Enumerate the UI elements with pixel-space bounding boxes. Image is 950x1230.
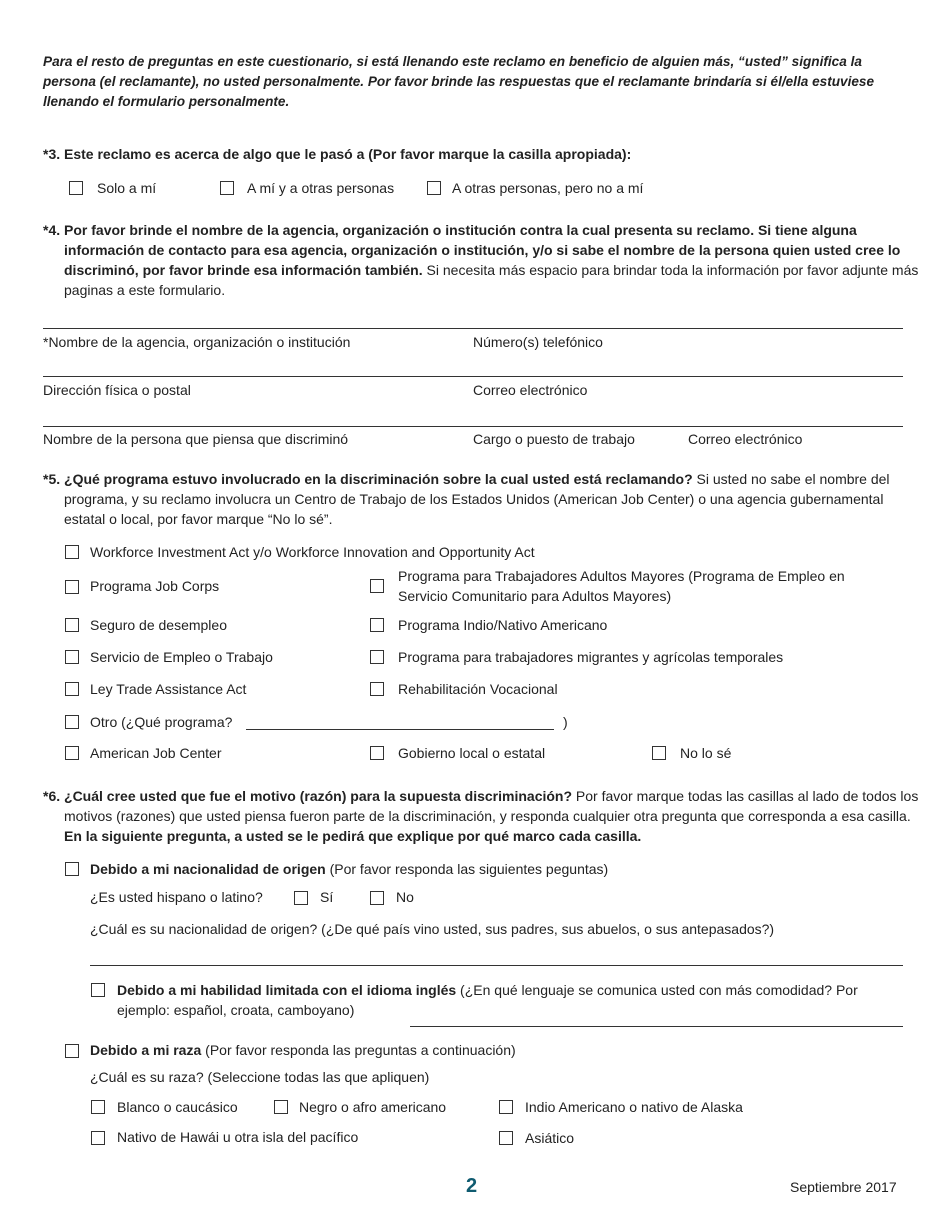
- q6-question-bold2: En la siguiente pregunta, a usted se le pedirá que explique por qué marco cada casilla.: [64, 828, 642, 844]
- national-origin-bold: Debido a mi nacionalidad de origen: [90, 861, 326, 877]
- agency-input-line[interactable]: [43, 328, 903, 329]
- nationality-question: ¿Cuál es su nacionalidad de origen? (¿De qué país vino usted, sus padres, sus abuelos, o sus antepasados?): [90, 921, 775, 937]
- wioa-checkbox[interactable]: [65, 545, 79, 559]
- ajc-checkbox[interactable]: [65, 746, 79, 760]
- older-workers-checkbox[interactable]: [370, 579, 384, 593]
- q3-others-only-checkbox[interactable]: [427, 181, 441, 195]
- footer-date: Septiembre 2017: [790, 1179, 897, 1195]
- person-name-label: Nombre de la persona que piensa que discriminó: [43, 431, 349, 447]
- migrant-program-checkbox[interactable]: [370, 650, 384, 664]
- national-origin-checkbox[interactable]: [65, 862, 79, 876]
- employment-service-checkbox[interactable]: [65, 650, 79, 664]
- page-number: 2: [466, 1175, 478, 1197]
- race-asian-label: Asiático: [525, 1130, 575, 1146]
- q3-others-only-label: A otras personas, pero no a mí: [452, 180, 644, 196]
- unemployment-checkbox[interactable]: [65, 618, 79, 632]
- agency-name-label: *Nombre de la agencia, organización o institución: [43, 334, 351, 350]
- position-label: Cargo o puesto de trabajo: [473, 431, 635, 447]
- hispanic-question: ¿Es usted hispano o latino?: [90, 889, 263, 905]
- other-program-label: Otro (¿Qué programa?: [90, 714, 233, 730]
- hispanic-no-label: No: [396, 889, 414, 905]
- trade-act-checkbox[interactable]: [65, 682, 79, 696]
- trade-act-label: Ley Trade Assistance Act: [90, 681, 247, 697]
- native-program-checkbox[interactable]: [370, 618, 384, 632]
- q3-me-and-others-checkbox[interactable]: [220, 181, 234, 195]
- vocational-rehab-checkbox[interactable]: [370, 682, 384, 696]
- national-origin-note: (Por favor responda las siguientes peguntas): [325, 861, 609, 877]
- vocational-rehab-label: Rehabilitación Vocacional: [398, 681, 558, 697]
- q5-question-bold: *5. ¿Qué programa estuvo involucrado en la discriminación sobre la cual usted está reclamando?: [43, 471, 693, 487]
- person-input-line[interactable]: [43, 426, 903, 427]
- language-input-line[interactable]: [410, 1026, 903, 1027]
- race-white-checkbox[interactable]: [91, 1100, 105, 1114]
- nationality-input-line[interactable]: [90, 965, 903, 966]
- limited-english-note: (¿En qué lenguaje se comunica usted con más comodidad? Por ejemplo: español, croata, camboyano): [117, 982, 858, 1018]
- national-origin-label: [90, 860, 608, 878]
- q6-question-bold: *6. ¿Cuál cree usted que fue el motivo (razón) para la supuesta discriminación?: [43, 788, 573, 804]
- q3-question: *3. Este reclamo es acerca de algo que le pasó a (Por favor marque la casilla apropiada):: [43, 146, 632, 162]
- race-pacific-checkbox[interactable]: [91, 1131, 105, 1145]
- hispanic-no-checkbox[interactable]: [370, 891, 384, 905]
- limited-english-label: [117, 980, 907, 1020]
- q3-only-me-label: Solo a mí: [97, 180, 157, 196]
- race-asian-checkbox[interactable]: [499, 1131, 513, 1145]
- q3-only-me-checkbox[interactable]: [69, 181, 83, 195]
- race-native-american-label: Indio Americano o nativo de Alaska: [525, 1099, 743, 1115]
- hispanic-yes-label: Sí: [320, 889, 334, 905]
- race-black-label: Negro o afro americano: [299, 1099, 447, 1115]
- limited-english-checkbox[interactable]: [91, 983, 105, 997]
- race-label: [90, 1041, 516, 1059]
- race-white-label: Blanco o caucásico: [117, 1099, 238, 1115]
- race-question: ¿Cuál es su raza? (Seleccione todas las que apliquen): [90, 1069, 430, 1085]
- job-corps-label: Programa Job Corps: [90, 578, 220, 594]
- dont-know-label: No lo sé: [680, 745, 732, 761]
- other-program-checkbox[interactable]: [65, 715, 79, 729]
- wioa-label: Workforce Investment Act y/o Workforce Innovation and Opportunity Act: [90, 544, 535, 560]
- hispanic-yes-checkbox[interactable]: [294, 891, 308, 905]
- ajc-label: American Job Center: [90, 745, 222, 761]
- q5-question-note: Si usted no sabe el nombre del programa, y su reclamo involucra un Centro de Trabajo de los Estados Unidos (American Job Center) o una agencia gubernamental estatal o local, por favor marque “No lo sé”.: [64, 471, 890, 527]
- older-workers-label: Programa para Trabajadores Adultos Mayores (Programa de Empleo en Servicio Comunitario para Adultos Mayores): [398, 568, 845, 604]
- q6-question: [43, 786, 924, 846]
- other-program-close: ): [563, 714, 568, 730]
- address-label: Dirección física o postal: [43, 382, 191, 398]
- local-gov-checkbox[interactable]: [370, 746, 384, 760]
- phone-label: Número(s) telefónico: [473, 334, 603, 350]
- q5-question: [43, 469, 924, 529]
- job-corps-checkbox[interactable]: [65, 580, 79, 594]
- dont-know-checkbox[interactable]: [652, 746, 666, 760]
- race-pacific-label: Nativo de Hawái u otra isla del pacífico: [117, 1129, 359, 1145]
- migrant-program-label: Programa para trabajadores migrantes y agrícolas temporales: [398, 649, 784, 665]
- native-program-label: Programa Indio/Nativo Americano: [398, 617, 608, 633]
- race-native-american-checkbox[interactable]: [499, 1100, 513, 1114]
- q4-question-note: Si necesita más espacio para brindar toda la información por favor adjunte más paginas a este formulario.: [64, 262, 919, 298]
- local-gov-label: Gobierno local o estatal: [398, 745, 546, 761]
- other-program-input-line[interactable]: [246, 729, 554, 730]
- race-checkbox[interactable]: [65, 1044, 79, 1058]
- q6-question-note: Por favor marque todas las casillas al lado de todos los motivos (razones) que usted piensa fueron parte de la discriminación, y responda cualquier otra pregunta que corresponda a esa casilla.: [64, 788, 919, 824]
- person-email-label: Correo electrónico: [688, 431, 803, 447]
- email-label: Correo electrónico: [473, 382, 588, 398]
- race-black-checkbox[interactable]: [274, 1100, 288, 1114]
- address-input-line[interactable]: [43, 376, 903, 377]
- q3-me-and-others-label: A mí y a otras personas: [247, 180, 395, 196]
- race-note: (Por favor responda las preguntas a continuación): [201, 1042, 516, 1058]
- race-bold: Debido a mi raza: [90, 1042, 202, 1058]
- employment-service-label: Servicio de Empleo o Trabajo: [90, 649, 273, 665]
- q4-question-bold: *4. Por favor brinde el nombre de la agencia, organización o institución contra la cual presenta su reclamo. Si tiene alguna información de contacto para esa agencia, organización o institución, y/o si sabe el nombre de la persona quien usted cree lo discriminó, por favor brinde esa información también.: [43, 222, 901, 278]
- intro-note: Para el resto de preguntas en este cuestionario, si está llenando este reclamo en beneficio de alguien más, “usted” significa la persona (el reclamante), no usted personalmente. Por favor brinde las respuestas que el reclamante brindaría si él/ella estuviese llenando el formulario personalmente.: [43, 54, 875, 109]
- unemployment-label: Seguro de desempleo: [90, 617, 227, 633]
- limited-english-bold: Debido a mi habilidad limitada con el idioma inglés: [117, 982, 457, 998]
- q4-question: [43, 220, 924, 300]
